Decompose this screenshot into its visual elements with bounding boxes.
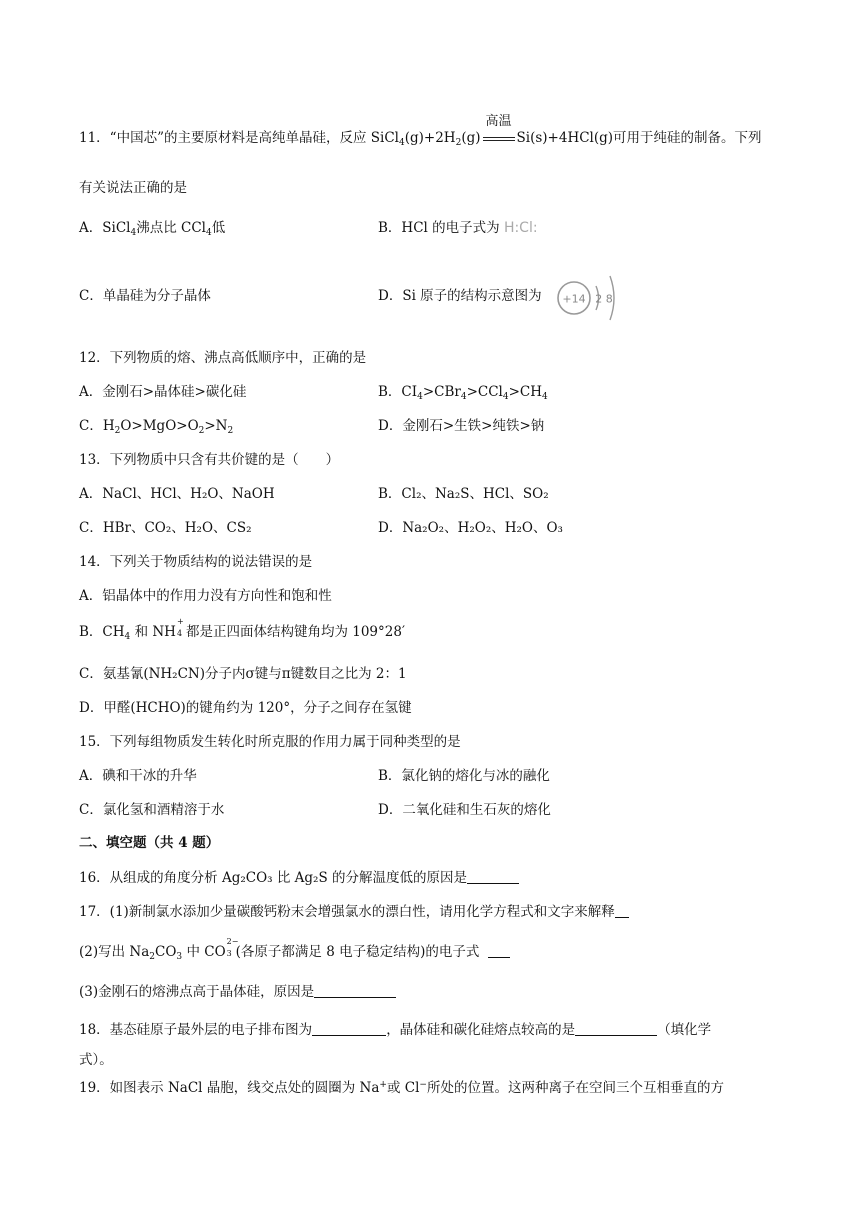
q14-option-d: D．甲醛(HCHO)的键角约为 120°，分子之间存在氢键	[79, 700, 412, 716]
section-heading-fill-in: 二、填空题（共 4 题）	[79, 835, 220, 851]
q15-option-a: A．碘和干冰的升华	[79, 768, 197, 784]
q15-option-c: C．氯化氢和酒精溶于水	[79, 802, 225, 818]
si-atom-structure-diagram	[555, 264, 625, 328]
reaction-condition-arrow: 高温	[481, 128, 517, 148]
q12-option-a: A．金刚石>晶体硅>碳化硅	[79, 384, 247, 400]
hcl-electron-formula: H:Cl:	[503, 220, 538, 236]
q13-option-c: C．HBr、CO₂、H₂O、CS₂	[79, 520, 252, 536]
q14-stem: 14．下列关于物质结构的说法错误的是	[79, 554, 313, 570]
q11-option-a: A．SiCl$_4$沸点比 CCl$_4$低	[79, 220, 226, 238]
answer-blank[interactable]	[467, 869, 519, 884]
q13-option-b: B．Cl₂、Na₂S、HCl、SO₂	[378, 486, 549, 502]
q11-option-b: B．HCl 的电子式为 H:Cl:	[378, 220, 538, 236]
q14-option-c: C．氨基氰(NH₂CN)分子内σ键与π键数目之比为 2：1	[79, 666, 407, 682]
q15-option-b: B．氯化钠的熔化与冰的融化	[378, 768, 550, 784]
q18-stem-line2: 式）。	[79, 1052, 113, 1068]
q14-option-a: A．铝晶体中的作用力没有方向性和饱和性	[79, 588, 332, 604]
nucleus-label: +14	[562, 292, 586, 306]
q12-option-d: D．金刚石>生铁>纯铁>钠	[378, 418, 545, 434]
q18-stem-line1: 18．基态硅原子最外层的电子排布图为 ，晶体硅和碳化硅熔点较高的是 （填化学	[79, 1022, 712, 1038]
q16-stem: 16．从组成的角度分析 Ag₂CO₃ 比 Ag₂S 的分解温度低的原因是	[79, 868, 519, 888]
answer-blank[interactable]	[575, 1021, 657, 1036]
q17-part2: (2)写出 $Na_2CO_3$ 中 CO 2− 3 (各原子都满足 8 电子稳定结构)的电子式	[79, 942, 510, 962]
q11-option-d: D．Si 原子的结构示意图为	[378, 288, 542, 304]
q15-option-d: D．二氧化硅和生石灰的熔化	[378, 802, 551, 818]
answer-blank[interactable]	[488, 943, 510, 958]
q13-stem: 13．下列物质中只含有共价键的是（ ）	[79, 452, 340, 468]
electron-shells-label: 2 8	[595, 292, 613, 306]
q11-stem-line1: 11．“中国芯”的主要原材料是高纯单晶硅，反应 $SiCl_4(g)+2H_2(g)$ 高温 Si(s)+4HCl(g)可用于纯硅的制备。下列	[79, 114, 762, 148]
q17-part3: (3)金刚石的熔沸点高于晶体硅，原因是	[79, 982, 396, 1002]
q15-stem: 15．下列每组物质发生转化时所克服的作用力属于同种类型的是	[79, 734, 461, 750]
q12-option-b: B．$CI_4>CBr_4>CCl_4>CH_4$	[378, 384, 548, 402]
q19-stem-line1: 19．如图表示 NaCl 晶胞，线交点处的圆圈为 Na+或 Cl−所处的位置。这两种离子在空间三个互相垂直的方	[79, 1080, 724, 1096]
answer-blank[interactable]	[615, 903, 629, 918]
q12-stem: 12．下列物质的熔、沸点高低顺序中，正确的是	[79, 350, 367, 366]
q13-option-d: D．Na₂O₂、H₂O₂、H₂O、O₃	[378, 520, 563, 536]
answer-blank[interactable]	[312, 1021, 386, 1036]
q14-option-b: B．$CH_4$ 和 NH + 4 都是正四面体结构键角均为 109°28′	[79, 617, 406, 642]
answer-blank[interactable]	[314, 983, 396, 998]
q12-option-c: C．$H_2O>MgO>O_2>N_2$	[79, 418, 234, 436]
q11-option-c: C．单晶硅为分子晶体	[79, 288, 211, 304]
q11-stem-line2: 有关说法正确的是	[79, 180, 187, 196]
q17-part1: 17．(1)新制氯水添加少量碳酸钙粉末会增强氯水的漂白性，请用化学方程式和文字来解释	[79, 902, 629, 922]
q13-option-a: A．NaCl、HCl、H₂O、NaOH	[79, 486, 275, 502]
